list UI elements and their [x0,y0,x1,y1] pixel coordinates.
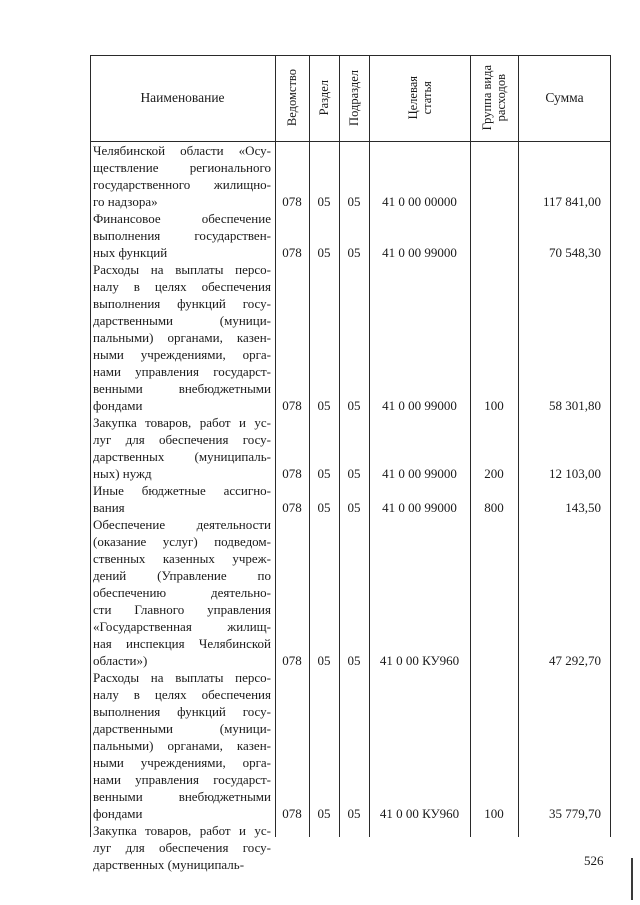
cell-ved: 078 [282,398,302,413]
row-name-line: дарственных (муниципаль- [93,857,245,872]
cell-sum: 143,50 [565,500,601,515]
cell-pod: 05 [347,466,361,481]
header-bottom-border [90,141,611,142]
cell-pod: 05 [347,245,361,260]
cell-ved: 078 [282,245,302,260]
header-podrazdel: Подраздел [347,70,361,126]
header-name: Наименование [140,90,225,105]
row-name-line: Закупка товаров, работ и ус- [93,415,271,430]
row-name [93,482,271,516]
column-border [275,55,276,837]
row-name-line: ных) нужд [93,466,152,481]
row-name-line: Иные бюджетные ассигно- [93,483,271,498]
row-name-line: дарственными (муници- [93,313,271,328]
cell-raz: 05 [317,653,331,668]
cell-ved: 078 [282,466,302,481]
row-name [93,210,271,261]
row-name-line: «Государственная жилищ- [93,619,271,634]
row-name-line: Расходы на выплаты персо- [93,262,271,277]
header-celevaya-cell [369,55,470,141]
row-name-line: (оказание услуг) подведом- [93,534,271,549]
cell-raz: 05 [317,245,331,260]
row-name-line: фондами [93,806,143,821]
row-name-line: Финансовое обеспечение [93,211,271,226]
cell-pod: 05 [347,194,361,209]
row-name [93,261,271,414]
row-name-line: нами управления государст- [93,772,271,787]
cell-sum: 117 841,00 [542,194,601,209]
row-name-line: пальными) органами, казен- [93,738,271,753]
header-gruppa-cell [470,55,518,141]
row-name-line: венными внебюджетными [93,381,271,396]
row-name-line: сти Главного управления [93,602,271,617]
column-border [518,55,519,837]
column-border [610,55,611,837]
row-name [93,516,271,669]
cell-cel: 41 0 00 99000 [382,466,457,481]
row-name-line: Челябинской области «Осу- [93,143,271,158]
row-name-line: венными внебюджетными [93,789,271,804]
row-name-line: государственного жилищно- [93,177,271,192]
cell-ved: 078 [282,500,302,515]
row-name-line: дений (Управление по [93,568,271,583]
row-name-line: ными учреждениями, орга- [93,347,271,362]
row-name-line: пальными) органами, казен- [93,330,271,345]
row-name-line: ными учреждениями, орга- [93,755,271,770]
cell-raz: 05 [317,500,331,515]
row-name-line: обеспечению деятельно- [93,585,271,600]
row-name-line: го надзора» [93,194,158,209]
row-name-line: Закупка товаров, работ и ус- [93,823,271,838]
row-name-line: дарственных (муниципаль- [93,449,271,464]
header-gruppa: Группа вида расходов [480,65,508,131]
header-podrazdel-cell [339,55,369,141]
row-name [93,414,271,482]
row-name-line: налу в целях обеспечения [93,687,271,702]
row-name [93,669,271,822]
row-name-line: луг для обеспечения госу- [93,432,271,447]
row-name-line: ных функций [93,245,168,260]
header-summa-cell [518,55,611,141]
header-razdel-cell [309,55,339,141]
row-name-line: выполнения функций госу- [93,296,271,311]
row-name [93,142,271,210]
cell-pod: 05 [347,653,361,668]
column-border [369,55,370,837]
page-number: 526 [584,853,604,868]
row-name-line: налу в целях обеспечения [93,279,271,294]
cell-cel: 41 0 00 99000 [382,398,457,413]
cell-grp: 100 [484,398,504,413]
cell-pod: 05 [347,806,361,821]
row-name-line: выполнения функций госу- [93,704,271,719]
row-name-line: дарственными (муници- [93,721,271,736]
cell-grp: 100 [484,806,504,821]
column-border [339,55,340,837]
row-name-line: вания [93,500,125,515]
cell-sum: 70 548,30 [549,245,601,260]
cell-cel: 41 0 00 99000 [382,245,457,260]
row-name-line: ществление регионального [93,160,271,175]
cell-raz: 05 [317,806,331,821]
page-edge-mark [631,858,633,900]
column-border [309,55,310,837]
column-border [90,55,91,837]
cell-raz: 05 [317,398,331,413]
cell-pod: 05 [347,398,361,413]
row-name-line: области») [93,653,148,668]
table-top-border [90,55,611,56]
header-summa: Сумма [545,90,584,105]
cell-cel: 41 0 00 99000 [382,500,457,515]
row-name-line: ственных казенных учреж- [93,551,271,566]
cell-pod: 05 [347,500,361,515]
header-vedomstvo: Ведомство [285,69,299,127]
row-name [93,822,271,873]
cell-sum: 12 103,00 [549,466,601,481]
cell-grp: 800 [484,500,504,515]
cell-raz: 05 [317,466,331,481]
cell-raz: 05 [317,194,331,209]
cell-sum: 58 301,80 [549,398,601,413]
cell-ved: 078 [282,653,302,668]
row-name-line: Расходы на выплаты персо- [93,670,271,685]
header-vedomstvo-cell [275,55,309,141]
cell-cel: 41 0 00 00000 [382,194,457,209]
cell-sum: 47 292,70 [549,653,601,668]
cell-ved: 078 [282,806,302,821]
cell-cel: 41 0 00 КУ960 [379,806,460,821]
row-name-line: выполнения государствен- [93,228,271,243]
cell-ved: 078 [282,194,302,209]
cell-grp: 200 [484,466,504,481]
column-border [470,55,471,837]
header-celevaya: Целевая статья [405,76,434,120]
cell-cel: 41 0 00 КУ960 [379,653,460,668]
row-name-line: нами управления государст- [93,364,271,379]
row-name-line: Обеспечение деятельности [93,517,271,532]
header-name-cell [90,55,275,141]
row-name-line: луг для обеспечения госу- [93,840,271,855]
cell-sum: 35 779,70 [549,806,601,821]
header-razdel: Раздел [317,80,331,116]
row-name-line: фондами [93,398,143,413]
row-name-line: ная инспекция Челябинской [93,636,271,651]
